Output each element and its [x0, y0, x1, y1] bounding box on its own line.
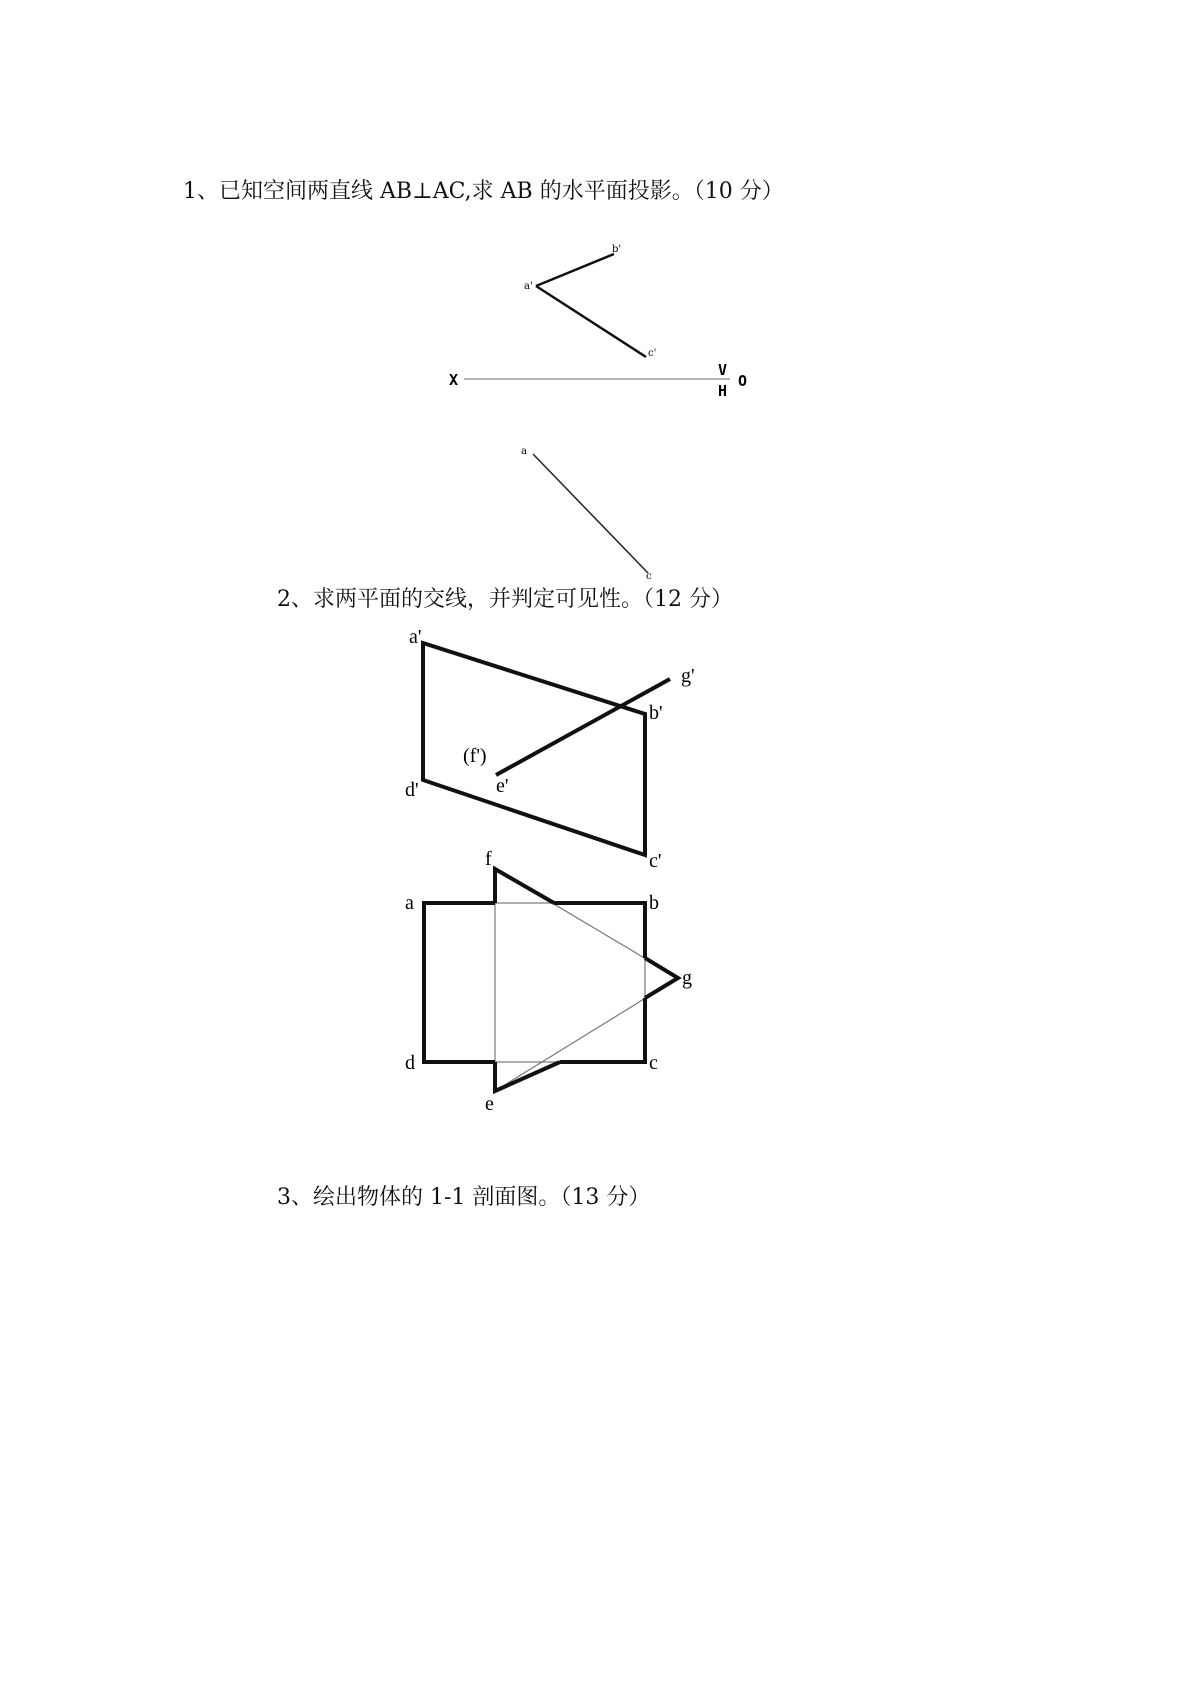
line-a-prime-c-prime [536, 286, 646, 357]
label-e-top: e [485, 1093, 494, 1115]
label-b-prime-front: b' [649, 702, 663, 724]
label-g-top: g [682, 967, 692, 989]
question-3-text: 3、绘出物体的 1-1 剖面图。（13 分） [277, 1185, 651, 1210]
figure-2-front-view [405, 626, 695, 872]
label-h: H [718, 382, 728, 400]
rectangle-abcd-visible-bottom-right [560, 998, 645, 1062]
triangle-efg-visible-bottom [495, 1062, 560, 1091]
label-g-prime-front: g' [681, 665, 695, 687]
label-e-prime-front: e' [496, 775, 509, 797]
label-c-top: c [649, 1052, 658, 1074]
triangle-efg-visible-tip [645, 958, 678, 998]
figure-1 [449, 244, 747, 582]
triangle-efg-visible-top [495, 869, 554, 903]
label-f-top: f [485, 848, 492, 870]
label-d-prime-front: d' [405, 779, 419, 801]
label-v: V [718, 361, 728, 379]
rectangle-abcd-visible-left [424, 903, 495, 1062]
quadrilateral-abcd-prime [423, 643, 645, 855]
label-c: c [646, 571, 652, 582]
label-d-top: d [405, 1052, 415, 1074]
label-a-prime: a' [524, 281, 533, 292]
question-2-text: 2、求两平面的交线，并判定可见性。（12 分） [277, 587, 733, 612]
label-b-prime: b' [612, 244, 622, 255]
label-f-prime-front: (f') [463, 745, 487, 767]
label-c-prime-front: c' [649, 850, 662, 872]
rectangle-abcd-thin [424, 903, 645, 1062]
label-c-prime: c' [648, 348, 657, 359]
line-a-c [533, 454, 648, 573]
label-a-prime-front: a' [409, 626, 422, 648]
label-o: O [738, 372, 748, 390]
label-x: X [449, 371, 459, 389]
label-b-top: b [649, 892, 659, 914]
line-a-prime-b-prime [536, 254, 614, 286]
figure-2-top-view [405, 848, 692, 1115]
label-a: a [521, 446, 527, 457]
question-1-text: 1、已知空间两直线 AB⊥AC,求 AB 的水平面投影。（10 分） [183, 179, 784, 204]
label-a-top: a [405, 892, 414, 914]
